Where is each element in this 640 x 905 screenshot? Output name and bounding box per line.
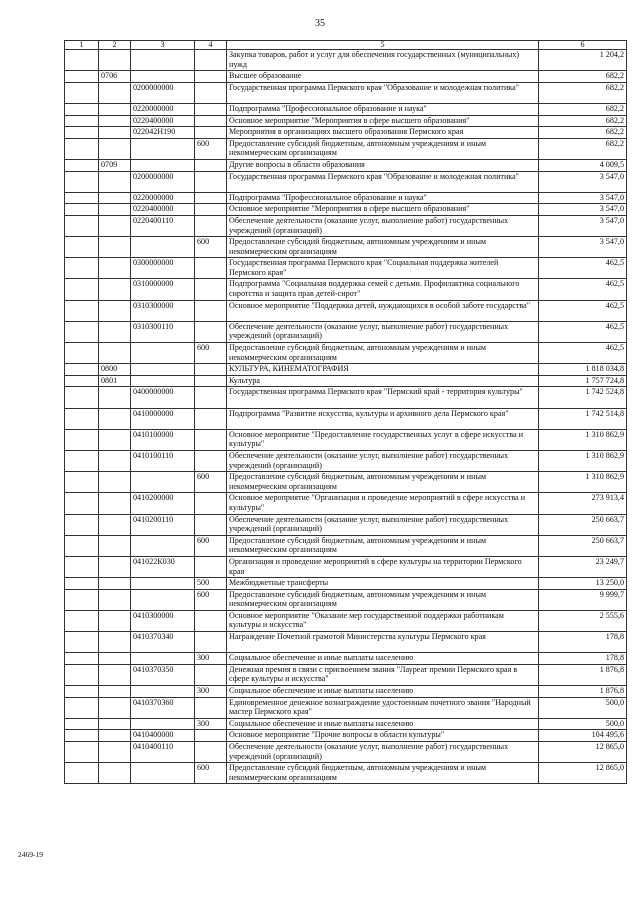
cell-sec: 0800 [99,364,131,376]
cell-empty [65,408,99,429]
cell-sub: 0410100000 [131,429,195,450]
cell-sec [99,204,131,216]
cell-csr [195,742,227,763]
table-row [65,115,627,127]
cell-sub [131,763,195,784]
cell-name: Предоставление субсидий бюджетным, автономным учреждениям и иным некоммерческим организациям [227,237,539,258]
cell-amount: 1 818 034,8 [539,364,627,376]
cell-name: Другие вопросы в области образования [227,159,539,171]
cell-amount: 1 310 862,9 [539,429,627,450]
cell-csr [195,610,227,631]
cell-empty [65,514,99,535]
cell-csr [195,493,227,514]
cell-empty [65,321,99,342]
cell-sub: 041022К030 [131,556,195,577]
cell-amount: 462,5 [539,300,627,321]
table-row [65,138,627,159]
cell-sub: 0300000000 [131,258,195,279]
cell-sub [131,71,195,83]
cell-name: Предоставление субсидий бюджетным, автономным учреждениям и иным некоммерческим организациям [227,589,539,610]
cell-csr: 600 [195,763,227,784]
cell-empty [65,127,99,139]
cell-csr: 600 [195,472,227,493]
cell-empty [65,763,99,784]
cell-sub: 0410400000 [131,730,195,742]
cell-sec [99,82,131,103]
cell-amount: 4 009,5 [539,159,627,171]
cell-csr [195,192,227,204]
table-row [65,589,627,610]
cell-empty [65,192,99,204]
cell-csr [195,159,227,171]
cell-sec [99,321,131,342]
cell-csr [195,632,227,653]
table-row [65,664,627,685]
cell-name: Награждение Почетной грамотой Министерства культуры Пермского края [227,632,539,653]
cell-empty [65,730,99,742]
cell-name: Предоставление субсидий бюджетным, автономным учреждениям и иным некоммерческим организациям [227,472,539,493]
cell-amount: 3 547,0 [539,237,627,258]
cell-empty [65,237,99,258]
document-code: 2469-19 [18,850,43,859]
cell-name: Обеспечение деятельности (оказание услуг, выполнение работ) государственных учреждений (организаций) [227,742,539,763]
cell-amount: 273 913,4 [539,493,627,514]
cell-sec [99,535,131,556]
cell-csr [195,364,227,376]
cell-amount: 682,2 [539,138,627,159]
cell-sub [131,578,195,590]
cell-amount: 1 310 862,9 [539,472,627,493]
cell-empty [65,258,99,279]
table-row [65,408,627,429]
table-row [65,171,627,192]
cell-name: Государственная программа Пермского края "Образование и молодежная политика" [227,171,539,192]
cell-csr [195,82,227,103]
cell-csr [195,408,227,429]
cell-csr [195,171,227,192]
cell-sub [131,50,195,71]
cell-csr [195,387,227,408]
cell-sec [99,50,131,71]
cell-sec [99,300,131,321]
cell-csr: 600 [195,343,227,364]
cell-sub: 0410400110 [131,742,195,763]
cell-name: Государственная программа Пермского края "Пермский край - территория культуры" [227,387,539,408]
cell-empty [65,103,99,115]
cell-sec [99,138,131,159]
cell-sub [131,138,195,159]
cell-empty [65,343,99,364]
cell-sub: 0410300000 [131,610,195,631]
cell-sub [131,375,195,387]
cell-sub [131,159,195,171]
cell-empty [65,115,99,127]
table-row [65,258,627,279]
table-row [65,763,627,784]
cell-name: Основное мероприятие "Прочие вопросы в области культуры" [227,730,539,742]
table-row [65,514,627,535]
cell-name: Основное мероприятие "Организация и проведение мероприятий в сфере искусства и культуры" [227,493,539,514]
cell-amount: 1 742 524,8 [539,387,627,408]
cell-amount: 462,5 [539,258,627,279]
cell-csr [195,730,227,742]
cell-name: Предоставление субсидий бюджетным, автономным учреждениям и иным некоммерческим организациям [227,138,539,159]
cell-name: Высшее образование [227,71,539,83]
cell-name: Обеспечение деятельности (оказание услуг, выполнение работ) государственных учреждений (организаций) [227,450,539,471]
cell-name: Предоставление субсидий бюджетным, автономным учреждениям и иным некоммерческим организациям [227,763,539,784]
cell-sub: 0220400000 [131,115,195,127]
cell-empty [65,535,99,556]
cell-sub [131,653,195,665]
cell-amount: 250 663,7 [539,535,627,556]
cell-amount: 1 876,8 [539,664,627,685]
cell-sec [99,653,131,665]
column-header: 6 [539,41,627,50]
table-row [65,82,627,103]
cell-empty [65,159,99,171]
cell-csr [195,50,227,71]
cell-name: Основное мероприятие "Поддержка детей, нуждающихся в особой заботе государства" [227,300,539,321]
cell-csr [195,300,227,321]
cell-csr [195,204,227,216]
cell-sub [131,364,195,376]
cell-empty [65,375,99,387]
cell-amount: 178,8 [539,632,627,653]
cell-sec [99,237,131,258]
cell-amount: 682,2 [539,127,627,139]
cell-sec [99,387,131,408]
cell-empty [65,71,99,83]
cell-empty [65,578,99,590]
table-row [65,375,627,387]
cell-empty [65,493,99,514]
cell-empty [65,718,99,730]
cell-amount: 462,5 [539,343,627,364]
cell-amount: 682,2 [539,71,627,83]
cell-amount: 104 495,6 [539,730,627,742]
cell-name: Предоставление субсидий бюджетным, автономным учреждениям и иным некоммерческим организациям [227,535,539,556]
column-header: 3 [131,41,195,50]
cell-name: Подпрограмма "Развитие искусства, культуры и архивного дела Пермского края" [227,408,539,429]
cell-name: Предоставление субсидий бюджетным, автономным учреждениям и иным некоммерческим организациям [227,343,539,364]
cell-name: Организация и проведение мероприятий в сфере культуры на территории Пермского края [227,556,539,577]
cell-empty [65,589,99,610]
cell-csr [195,279,227,300]
table-row [65,103,627,115]
table-row [65,578,627,590]
cell-name: Мероприятия в организациях высшего образования Пермского края [227,127,539,139]
cell-sec [99,697,131,718]
cell-sec [99,127,131,139]
cell-csr [195,127,227,139]
cell-sub: 0220000000 [131,103,195,115]
cell-csr: 500 [195,578,227,590]
cell-name: Подпрограмма "Социальная поддержка семей с детьми. Профилактика социального сиротства и защита прав детей-сирот" [227,279,539,300]
cell-sec [99,171,131,192]
cell-amount: 500,0 [539,697,627,718]
table-row [65,215,627,236]
cell-amount: 682,2 [539,103,627,115]
table-row [65,279,627,300]
cell-sec [99,578,131,590]
column-header: 5 [227,41,539,50]
cell-empty [65,364,99,376]
cell-empty [65,664,99,685]
cell-sec [99,589,131,610]
table-row [65,556,627,577]
cell-sub: 0400000000 [131,387,195,408]
cell-name: Подпрограмма "Профессиональное образование и наука" [227,192,539,204]
cell-sub: 0200000000 [131,82,195,103]
cell-sub: 0200000000 [131,171,195,192]
cell-sec [99,742,131,763]
cell-name: Государственная программа Пермского края "Образование и молодежная политика" [227,82,539,103]
cell-sub: 0310000000 [131,279,195,300]
cell-empty [65,632,99,653]
table-row [65,71,627,83]
cell-csr: 300 [195,686,227,698]
cell-empty [65,653,99,665]
cell-csr [195,556,227,577]
table-row [65,718,627,730]
table-row [65,237,627,258]
cell-amount: 1 757 724,8 [539,375,627,387]
budget-table [64,40,627,784]
cell-amount: 462,5 [539,321,627,342]
cell-amount: 3 547,0 [539,204,627,216]
table-row [65,697,627,718]
cell-amount: 9 999,7 [539,589,627,610]
cell-empty [65,50,99,71]
table-row [65,127,627,139]
table-row [65,730,627,742]
table-row [65,50,627,71]
table-row [65,364,627,376]
cell-csr [195,71,227,83]
cell-csr [195,514,227,535]
cell-sec [99,343,131,364]
cell-csr [195,258,227,279]
cell-name: Подпрограмма "Профессиональное образование и наука" [227,103,539,115]
cell-name: Основное мероприятие "Предоставление государственных услуг в сфере искусства и культуры" [227,429,539,450]
cell-sub: 0410100110 [131,450,195,471]
cell-sec [99,192,131,204]
cell-empty [65,82,99,103]
table-row [65,535,627,556]
cell-csr: 300 [195,718,227,730]
cell-csr: 600 [195,138,227,159]
cell-empty [65,472,99,493]
cell-name: Обеспечение деятельности (оказание услуг, выполнение работ) государственных учреждений (организаций) [227,215,539,236]
cell-sub: 0220000000 [131,192,195,204]
cell-empty [65,742,99,763]
cell-sub: 0410200110 [131,514,195,535]
cell-csr [195,697,227,718]
table-row [65,742,627,763]
cell-sec [99,556,131,577]
cell-amount: 2 555,6 [539,610,627,631]
cell-sec [99,215,131,236]
cell-sec [99,730,131,742]
cell-amount: 1 742 514,8 [539,408,627,429]
table-row [65,450,627,471]
cell-name: Обеспечение деятельности (оказание услуг, выполнение работ) государственных учреждений (организаций) [227,514,539,535]
table-row [65,343,627,364]
cell-sec [99,115,131,127]
cell-csr [195,375,227,387]
cell-empty [65,171,99,192]
cell-name: Единовременное денежное вознаграждение удостоенным почетного звания "Народный мастер Пермского края" [227,697,539,718]
cell-sec: 0706 [99,71,131,83]
cell-empty [65,387,99,408]
cell-sub [131,718,195,730]
cell-name: Социальное обеспечение и иные выплаты населению [227,718,539,730]
cell-sub: 0310300110 [131,321,195,342]
column-header: 1 [65,41,99,50]
column-header: 4 [195,41,227,50]
cell-sub [131,472,195,493]
cell-empty [65,204,99,216]
cell-empty [65,279,99,300]
cell-csr [195,215,227,236]
table-row [65,686,627,698]
cell-sec [99,408,131,429]
cell-name: Денежная премия в связи с присвоением звания "Лауреат премии Пермского края в сфере культуры и искусства" [227,664,539,685]
table-row [65,159,627,171]
cell-empty [65,138,99,159]
cell-csr [195,321,227,342]
cell-sec [99,450,131,471]
cell-sec [99,686,131,698]
cell-amount: 462,5 [539,279,627,300]
cell-name: Основное мероприятие "Мероприятия в сфере высшего образования" [227,204,539,216]
cell-amount: 3 547,0 [539,192,627,204]
cell-sec [99,429,131,450]
cell-sub: 022042Н190 [131,127,195,139]
cell-csr: 300 [195,653,227,665]
cell-amount: 1 204,2 [539,50,627,71]
cell-csr [195,450,227,471]
cell-csr [195,429,227,450]
cell-amount: 500,0 [539,718,627,730]
cell-sec [99,103,131,115]
cell-sub: 0410000000 [131,408,195,429]
cell-name: КУЛЬТУРА, КИНЕМАТОГРАФИЯ [227,364,539,376]
cell-csr [195,103,227,115]
cell-csr: 600 [195,589,227,610]
table-row [65,387,627,408]
cell-sub [131,237,195,258]
cell-sub: 0410370340 [131,632,195,653]
table-row [65,300,627,321]
cell-sec: 0709 [99,159,131,171]
cell-amount: 23 249,7 [539,556,627,577]
cell-sec [99,514,131,535]
cell-sub [131,589,195,610]
cell-csr: 600 [195,237,227,258]
cell-sub: 0410200000 [131,493,195,514]
table-row [65,653,627,665]
cell-sub: 0410370350 [131,664,195,685]
table-row [65,632,627,653]
cell-empty [65,686,99,698]
table-header-row [65,41,627,50]
cell-name: Социальное обеспечение и иные выплаты населению [227,686,539,698]
cell-amount: 13 250,0 [539,578,627,590]
cell-name: Основное мероприятие "Оказание мер государственной поддержки работникам культуры и искусства" [227,610,539,631]
table-row [65,493,627,514]
cell-amount: 682,2 [539,115,627,127]
cell-name: Социальное обеспечение и иные выплаты населению [227,653,539,665]
cell-amount: 1 310 862,9 [539,450,627,471]
cell-empty [65,450,99,471]
cell-amount: 1 876,8 [539,686,627,698]
cell-sec [99,472,131,493]
cell-name: Закупка товаров, работ и услуг для обеспечения государственных (муниципальных) нужд [227,50,539,71]
table-row [65,472,627,493]
cell-sec [99,664,131,685]
cell-sec [99,258,131,279]
cell-sub [131,686,195,698]
cell-sec [99,632,131,653]
cell-name: Основное мероприятие "Мероприятия в сфере высшего образования" [227,115,539,127]
cell-sec [99,718,131,730]
cell-amount: 250 663,7 [539,514,627,535]
cell-sec [99,279,131,300]
cell-empty [65,429,99,450]
cell-empty [65,300,99,321]
cell-sub: 0310300000 [131,300,195,321]
page-number: 35 [315,18,325,29]
cell-name: Культура [227,375,539,387]
cell-amount: 682,2 [539,82,627,103]
cell-empty [65,697,99,718]
cell-sec: 0801 [99,375,131,387]
cell-sec [99,493,131,514]
cell-empty [65,610,99,631]
cell-sec [99,763,131,784]
cell-csr [195,115,227,127]
cell-amount: 12 865,0 [539,763,627,784]
table-row [65,321,627,342]
cell-csr [195,664,227,685]
cell-sub [131,535,195,556]
cell-name: Межбюджетные трансферты [227,578,539,590]
cell-amount: 178,8 [539,653,627,665]
cell-sub: 0220400110 [131,215,195,236]
cell-name: Обеспечение деятельности (оказание услуг, выполнение работ) государственных учреждений (организаций) [227,321,539,342]
cell-csr: 600 [195,535,227,556]
cell-amount: 3 547,0 [539,171,627,192]
cell-empty [65,215,99,236]
cell-empty [65,556,99,577]
table-row [65,192,627,204]
table-row [65,204,627,216]
cell-amount: 12 865,0 [539,742,627,763]
column-header: 2 [99,41,131,50]
cell-sub: 0410370360 [131,697,195,718]
table-row [65,429,627,450]
cell-name: Государственная программа Пермского края "Социальная поддержка жителей Пермского края" [227,258,539,279]
cell-sec [99,610,131,631]
cell-sub: 0220400000 [131,204,195,216]
table-row [65,610,627,631]
cell-amount: 3 547,0 [539,215,627,236]
cell-sub [131,343,195,364]
